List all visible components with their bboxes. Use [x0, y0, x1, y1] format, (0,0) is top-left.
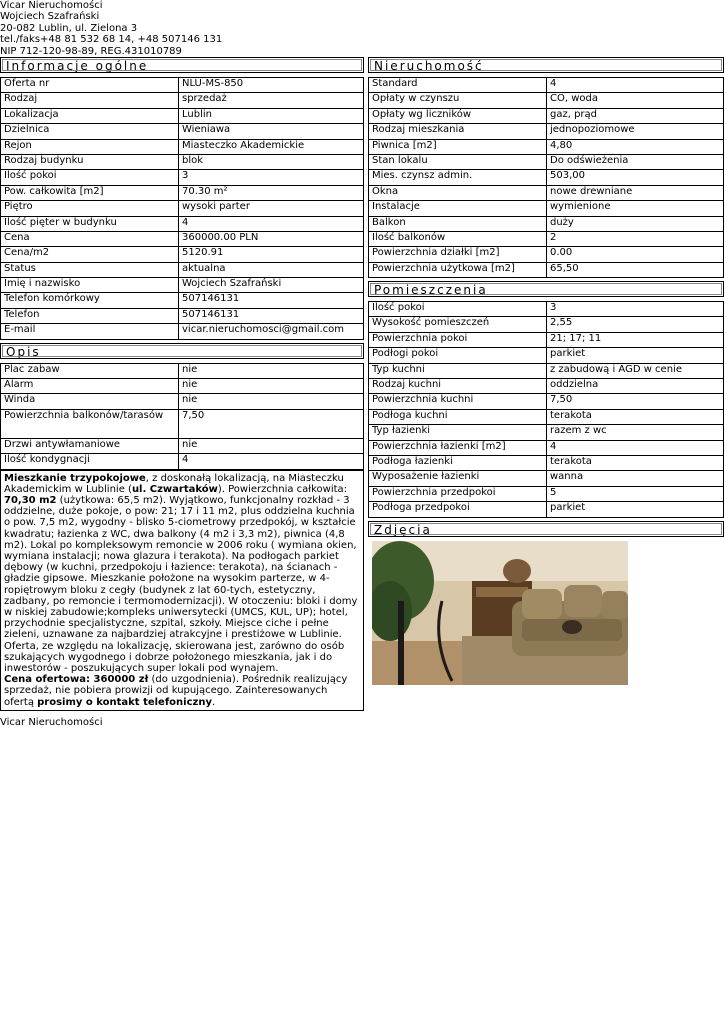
row-value: nie	[179, 394, 364, 409]
table-row	[1, 170, 364, 185]
row-value: 4	[547, 440, 724, 455]
row-value: wanna	[547, 471, 724, 486]
row-label: Mies. czynsz admin.	[369, 170, 547, 185]
row-value: 70.30 m²	[179, 185, 364, 200]
row-value: 65,50	[547, 262, 724, 277]
table-row	[369, 332, 724, 347]
row-label: Podłoga przedpokoi	[369, 502, 547, 517]
row-label: Stan lokalu	[369, 154, 547, 169]
row-value: nie	[179, 438, 364, 453]
table-row	[369, 471, 724, 486]
row-value: 4	[547, 78, 724, 93]
table-row	[1, 124, 364, 139]
pomieszczenia-table	[368, 301, 724, 517]
table-row	[369, 363, 724, 378]
table-row	[1, 409, 364, 438]
table-row	[369, 139, 724, 154]
desc-text: ). Powierzchnia całkowita:	[217, 483, 348, 495]
row-value: 4	[179, 454, 364, 469]
desc-bold: prosimy o kontakt telefoniczny	[37, 696, 212, 708]
table-row	[1, 438, 364, 453]
table-row	[369, 455, 724, 470]
row-label: Ilość pokoi	[1, 170, 179, 185]
row-label: Powierzchnia kuchni	[369, 394, 547, 409]
row-label: Pow. całkowita [m2]	[1, 185, 179, 200]
table-row	[369, 425, 724, 440]
living-room-photo	[372, 541, 628, 685]
table-row	[369, 216, 724, 231]
row-value: 4	[179, 216, 364, 231]
row-value: 360000.00 PLN	[179, 231, 364, 246]
row-value: wysoki parter	[179, 201, 364, 216]
row-label: Rodzaj kuchni	[369, 379, 547, 394]
table-row	[1, 394, 364, 409]
informacje-table	[0, 77, 364, 340]
table-row	[369, 394, 724, 409]
row-value: jednopoziomowe	[547, 124, 724, 139]
table-row	[369, 440, 724, 455]
table-row	[369, 302, 724, 317]
row-value: blok	[179, 154, 364, 169]
agency-name: Vicar Nieruchomości	[0, 0, 103, 11]
desc-bold: Mieszkanie trzypokojowe	[4, 472, 146, 484]
row-value: CO, woda	[547, 93, 724, 108]
table-row	[369, 170, 724, 185]
section-title-pomieszczenia: Pomieszczenia	[368, 281, 724, 297]
table-row	[1, 363, 364, 378]
row-value: Do odświeżenia	[547, 154, 724, 169]
row-label: Cena/m2	[1, 247, 179, 262]
table-row	[1, 324, 364, 339]
row-value: parkiet	[547, 502, 724, 517]
left-column	[0, 57, 364, 711]
apartment-photo[interactable]	[372, 541, 628, 685]
table-row	[369, 379, 724, 394]
table-row	[1, 231, 364, 246]
agency-nip: NIP 712-120-98-89, REG.431010789	[0, 45, 182, 57]
row-value: 507146131	[179, 308, 364, 323]
row-value: parkiet	[547, 348, 724, 363]
table-row	[1, 216, 364, 231]
row-label: Rodzaj mieszkania	[369, 124, 547, 139]
row-label: Plac zabaw	[1, 363, 179, 378]
row-label: Typ kuchni	[369, 363, 547, 378]
row-value: oddzielna	[547, 379, 724, 394]
table-row	[369, 317, 724, 332]
row-value: terakota	[547, 409, 724, 424]
table-row	[1, 262, 364, 277]
row-label: Cena	[1, 231, 179, 246]
row-label: Telefon	[1, 308, 179, 323]
row-value: 2,55	[547, 317, 724, 332]
desc-text: , z doskonałą lokalizacją, na Miasteczku Akademickim w Lublinie (	[4, 472, 344, 495]
row-label: Drzwi antywłamaniowe	[1, 438, 179, 453]
desc-text: (do uzgodnienia). Pośrednik realizujący sprzedaż, nie pobiera prowizji od kupującego. Zainteresowanych ofertą	[4, 674, 348, 708]
row-value: duży	[547, 216, 724, 231]
row-label: Wysokość pomieszczeń	[369, 317, 547, 332]
row-value: Wieniawa	[179, 124, 364, 139]
nieruchomosc-table	[368, 77, 724, 278]
row-label: Piwnica [m2]	[369, 139, 547, 154]
row-label: Wyposażenie łazienki	[369, 471, 547, 486]
row-value: 3	[179, 170, 364, 185]
row-label: Powierzchnia pokoi	[369, 332, 547, 347]
table-row	[1, 247, 364, 262]
row-label: Powierzchnia przedpokoi	[369, 486, 547, 501]
row-value: nie	[179, 379, 364, 394]
agency-header	[0, 0, 222, 57]
table-row	[1, 185, 364, 200]
table-row	[1, 379, 364, 394]
row-label: Ilość pokoi	[369, 302, 547, 317]
row-label: Powierzchnia łazienki [m2]	[369, 440, 547, 455]
agency-phone: tel./faks+48 81 532 68 14, +48 507146 131	[0, 34, 223, 46]
table-row	[369, 154, 724, 169]
row-label: Ilość balkonów	[369, 231, 547, 246]
row-value: 5120.91	[179, 247, 364, 262]
table-row	[1, 78, 364, 93]
table-row	[1, 201, 364, 216]
row-label: Standard	[369, 78, 547, 93]
table-row	[1, 93, 364, 108]
section-title-opis: Opis	[0, 343, 364, 359]
row-label: Ilość pięter w budynku	[1, 216, 179, 231]
table-row	[369, 409, 724, 424]
row-label: Powierzchnia działki [m2]	[369, 247, 547, 262]
row-value: 7,50	[179, 409, 364, 438]
row-label: Podłogi pokoi	[369, 348, 547, 363]
row-value: z zabudową i AGD w cenie	[547, 363, 724, 378]
row-label: Piętro	[1, 201, 179, 216]
row-label: Rodzaj	[1, 93, 179, 108]
row-label: Rodzaj budynku	[1, 154, 179, 169]
row-value: 7,50	[547, 394, 724, 409]
desc-bold: 70,30 m2	[4, 495, 57, 506]
table-row	[1, 139, 364, 154]
row-label: Powierzchnia balkonów/tarasów	[1, 409, 179, 438]
table-row	[369, 124, 724, 139]
opis-table	[0, 363, 364, 470]
row-value: razem z wc	[547, 425, 724, 440]
table-row	[1, 454, 364, 469]
row-value: Lublin	[179, 108, 364, 123]
row-label: Balkon	[369, 216, 547, 231]
section-title-nieruchomosc: Nieruchomość	[368, 57, 724, 73]
row-label: Okna	[369, 185, 547, 200]
agency-address: 20-082 Lublin, ul. Zielona 3	[0, 22, 138, 34]
desc-bold: ul. Czwartaków	[131, 483, 218, 495]
table-row	[369, 201, 724, 216]
desc-text: (użytkowa: 65,5 m2). Wyjątkowo, funkcjonalny rozkład - 3 oddzielne, duże pokoje, o pow: 21; 17 i 11 m2, plus oddzielna kuchnia o pow. 7,5 m2, wygodny - blisko 5-ciometrowy przedpokój, w kształcie kwadratu; łazienka z WC, dwa balkony (4 m2 i 3,3 m2), piwnica (4,8 m2). Lokal po kompleksowym remoncie w 2006 roku ( wymiana okien, wymiana instalacji; nowa glazura i terakota). Na podłogach parkiet dębowy (w kuchni, przedpokoju i łazience: terakota), na ścianach - gładzie gipsowe. Mieszkanie położone na wysokim parterze, w 4-ropiętrowym bloku z cegły (budynek z lat 60-tych, estetyczny, zadbany, po remoncie i termomodernizacji). W otoczeniu: bloki i domy w niskiej zabudowie;kompleks uniwersytecki (UMCS, KUL, UP); hotel, przychodnie specjalistyczne, szpital, szkoły. Miejsce ciche i pełne zieleni, uznawane za najbardziej atrakcyjne i prestiżowe w Lublinie. Oferta, ze względu na lokalizację, skierowana jest, zarówno do osób szukających wygodnego i dobrze położonego mieszkania, jak i do inwestorów - poszukujących super lokali pod wynajem.	[4, 495, 358, 675]
row-label: Ilość kondygnacji	[1, 454, 179, 469]
table-row	[369, 348, 724, 363]
table-row	[369, 185, 724, 200]
row-value: 0.00	[547, 247, 724, 262]
row-label: Powierzchnia użytkowa [m2]	[369, 262, 547, 277]
row-value: 507146131	[179, 293, 364, 308]
section-title-informacje: Informacje ogólne	[0, 57, 364, 73]
row-label: Instalacje	[369, 201, 547, 216]
table-row	[1, 154, 364, 169]
row-label: Lokalizacja	[1, 108, 179, 123]
row-value: sprzedaż	[179, 93, 364, 108]
row-label: Podłoga łazienki	[369, 455, 547, 470]
right-column	[368, 57, 724, 685]
row-label: Opłaty w czynszu	[369, 93, 547, 108]
row-label: Rejon	[1, 139, 179, 154]
table-row	[369, 502, 724, 517]
row-value: wymienione	[547, 201, 724, 216]
row-value: 503,00	[547, 170, 724, 185]
row-label: Imię i nazwisko	[1, 278, 179, 293]
row-value: nowe drewniane	[547, 185, 724, 200]
footer: Vicar Nieruchomości	[0, 717, 103, 728]
table-row	[1, 108, 364, 123]
row-value: 21; 17; 11	[547, 332, 724, 347]
row-value: 3	[547, 302, 724, 317]
desc-text: .	[212, 696, 216, 708]
row-value: 5	[547, 486, 724, 501]
table-row	[1, 278, 364, 293]
table-row	[369, 486, 724, 501]
row-label: Opłaty wg liczników	[369, 108, 547, 123]
desc-bold: Cena ofertowa: 360000 zł	[4, 674, 149, 686]
row-value: Miasteczko Akademickie	[179, 139, 364, 154]
row-value: gaz, prąd	[547, 108, 724, 123]
row-value: nie	[179, 363, 364, 378]
row-label: E-mail	[1, 324, 179, 339]
table-row	[369, 247, 724, 262]
row-label: Status	[1, 262, 179, 277]
row-label: Typ łazienki	[369, 425, 547, 440]
opis-description	[0, 470, 364, 711]
row-label: Winda	[1, 394, 179, 409]
row-value: 4,80	[547, 139, 724, 154]
table-row	[1, 293, 364, 308]
row-label: Podłoga kuchni	[369, 409, 547, 424]
row-label: Oferta nr	[1, 78, 179, 93]
row-label: Dzielnica	[1, 124, 179, 139]
section-title-zdjecia: Zdjęcia	[368, 521, 724, 537]
row-value: 2	[547, 231, 724, 246]
row-value: NLU-MS-850	[179, 78, 364, 93]
agent-name: Wojciech Szafrański	[0, 11, 100, 23]
row-value: vicar.nieruchomosci@gmail.com	[179, 324, 364, 339]
row-value: Wojciech Szafrański	[179, 278, 364, 293]
row-value: aktualna	[179, 262, 364, 277]
table-row	[1, 308, 364, 323]
table-row	[369, 78, 724, 93]
table-row	[369, 262, 724, 277]
table-row	[369, 93, 724, 108]
table-row	[369, 108, 724, 123]
row-label: Telefon komórkowy	[1, 293, 179, 308]
row-label: Alarm	[1, 379, 179, 394]
row-value: terakota	[547, 455, 724, 470]
table-row	[369, 231, 724, 246]
